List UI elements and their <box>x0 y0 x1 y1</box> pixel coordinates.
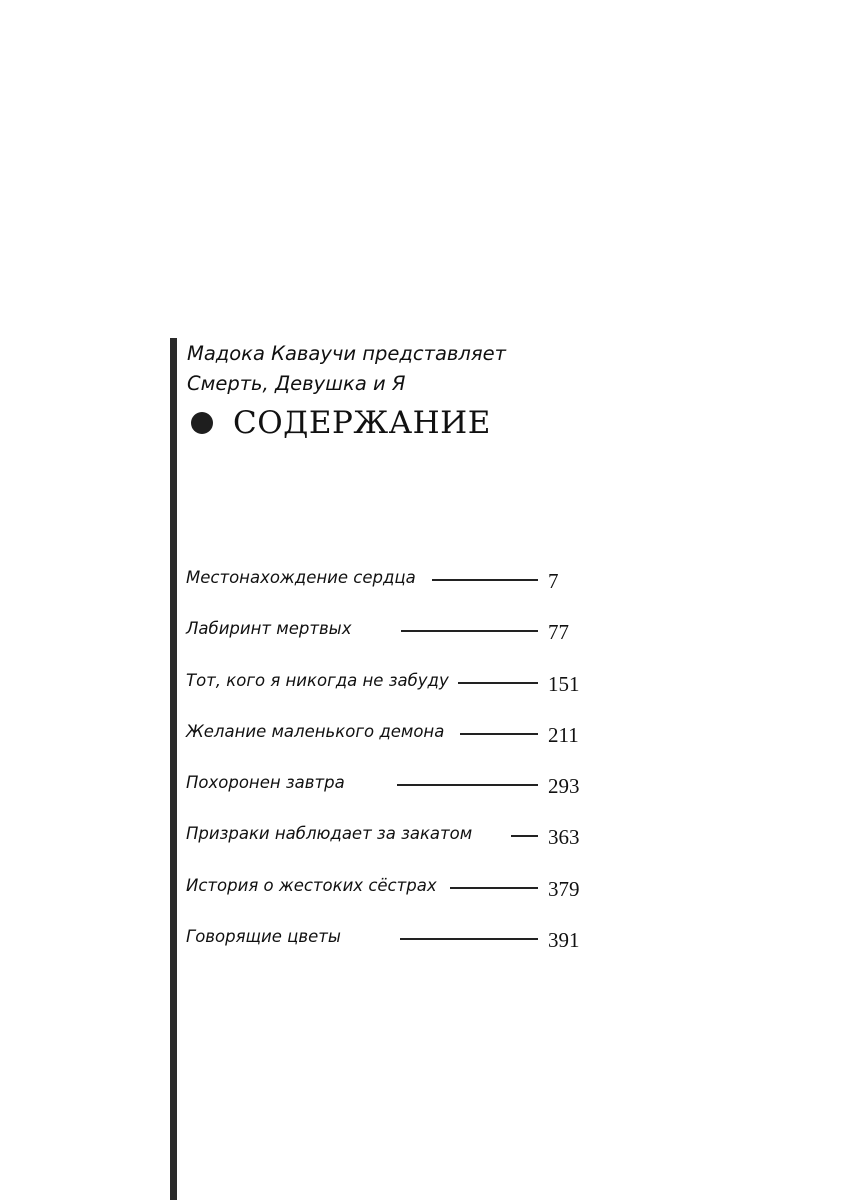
toc-leader-line <box>460 733 538 735</box>
toc-leader-line <box>458 682 538 684</box>
toc-entry <box>186 567 606 595</box>
toc-leader-line <box>511 835 538 837</box>
toc-entry-title: Говорящие цветы <box>186 927 341 946</box>
toc-entry-page: 7 <box>548 569 559 593</box>
presenter-block <box>187 339 506 399</box>
toc-entry <box>186 926 606 954</box>
toc-entry <box>186 618 606 646</box>
toc-entry-title: Похоронен завтра <box>186 773 345 792</box>
toc-entry-title: Местонахождение сердца <box>186 568 416 587</box>
toc-entry-title: Лабиринт мертвых <box>186 619 352 638</box>
toc-entry-title: Призраки наблюдает за закатом <box>186 824 473 843</box>
toc-leader-line <box>432 579 538 581</box>
toc-entry-page: 379 <box>548 877 580 901</box>
toc-entry-page: 363 <box>548 825 580 849</box>
toc-entry-page: 293 <box>548 774 580 798</box>
presenter-line: Мадока Кавaучи представляет <box>187 342 506 365</box>
toc-entry <box>186 823 606 851</box>
toc-entry <box>186 721 606 749</box>
contents-title: СОДЕРЖАНИЕ <box>233 405 491 441</box>
toc-entry <box>186 670 606 698</box>
toc-leader-line <box>397 784 538 786</box>
page-margin-bar <box>170 338 177 1200</box>
toc-leader-line <box>450 887 538 889</box>
toc-entry-page: 151 <box>548 672 580 696</box>
toc-entry-page: 211 <box>548 723 579 747</box>
toc-entry <box>186 875 606 903</box>
toc-leader-line <box>401 630 538 632</box>
toc-entry-title: Тот, кого я никогда не забуду <box>186 671 449 690</box>
toc-leader-line <box>400 938 538 940</box>
toc-entry-title: Желание маленького демона <box>186 722 445 741</box>
toc-entry-page: 391 <box>548 928 580 952</box>
toc-entry <box>186 772 606 800</box>
bullet-dot-icon <box>191 412 213 434</box>
toc-entry-page: 77 <box>548 620 569 644</box>
contents-heading <box>191 400 491 446</box>
book-title-line: Смерть, Девушка и Я <box>187 372 406 395</box>
toc-entry-title: История о жестоких сёстрах <box>186 876 437 895</box>
